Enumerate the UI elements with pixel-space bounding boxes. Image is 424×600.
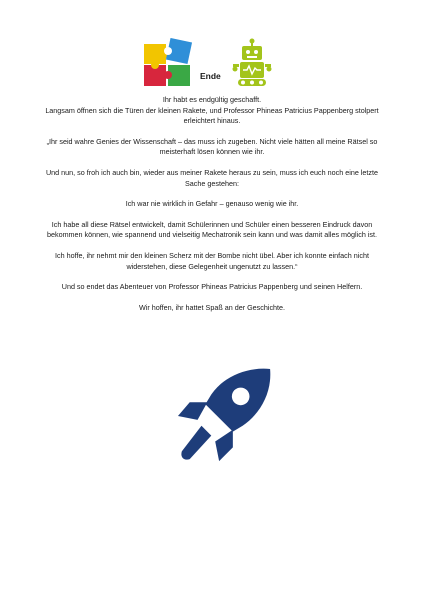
puzzle-icon: [142, 38, 194, 88]
paragraph: Und so endet das Abenteuer von Professor Phineas Patricius Pappenberg und seinen Helfern.: [61, 282, 363, 292]
paragraph: Ich hoffe, ihr nehmt mir den kleinen Scherz mit der Bombe nicht übel. Aber ich konnte einfach nicht widerstehen, diese Gelegenheit ungenutzt zu lassen.“: [55, 250, 369, 271]
paragraph: Und nun, so froh ich auch bin, wieder aus meiner Rakete heraus zu sein, muss ich euch noch eine letzte Sache gestehen:: [45, 167, 378, 188]
paragraph: Ihr habt es endgültig geschafft.: [162, 95, 262, 104]
paragraph: „Ihr seid wahre Genies der Wissenschaft – das muss ich zugeben. Nicht viele hätten all meine Rätsel so meisterhaft lösen können wie ihr.: [46, 136, 378, 157]
paragraph: Ich habe all diese Rätsel entwickelt, damit Schülerinnen und Schüler einen besseren Eindruck davon bekommen können, wie spannend und vielseitig Mechatronik sein kann und was damit alles möglich ist.: [46, 219, 377, 240]
paragraph: Ich war nie wirklich in Gefahr – genauso wenig wie ihr.: [125, 199, 299, 209]
robot-icon: [232, 38, 272, 88]
story-text: [40, 95, 384, 323]
paragraph: Wir hoffen, ihr hattet Spaß an der Geschichte.: [138, 302, 286, 312]
rocket-icon: [176, 364, 274, 468]
header: [0, 38, 424, 88]
page-title: Ende: [200, 71, 221, 81]
paragraph: Langsam öffnen sich die Türen der kleinen Rakete, und Professor Phineas Patricius Pappenberg stolpert erleichtert hinaus.: [45, 105, 379, 126]
